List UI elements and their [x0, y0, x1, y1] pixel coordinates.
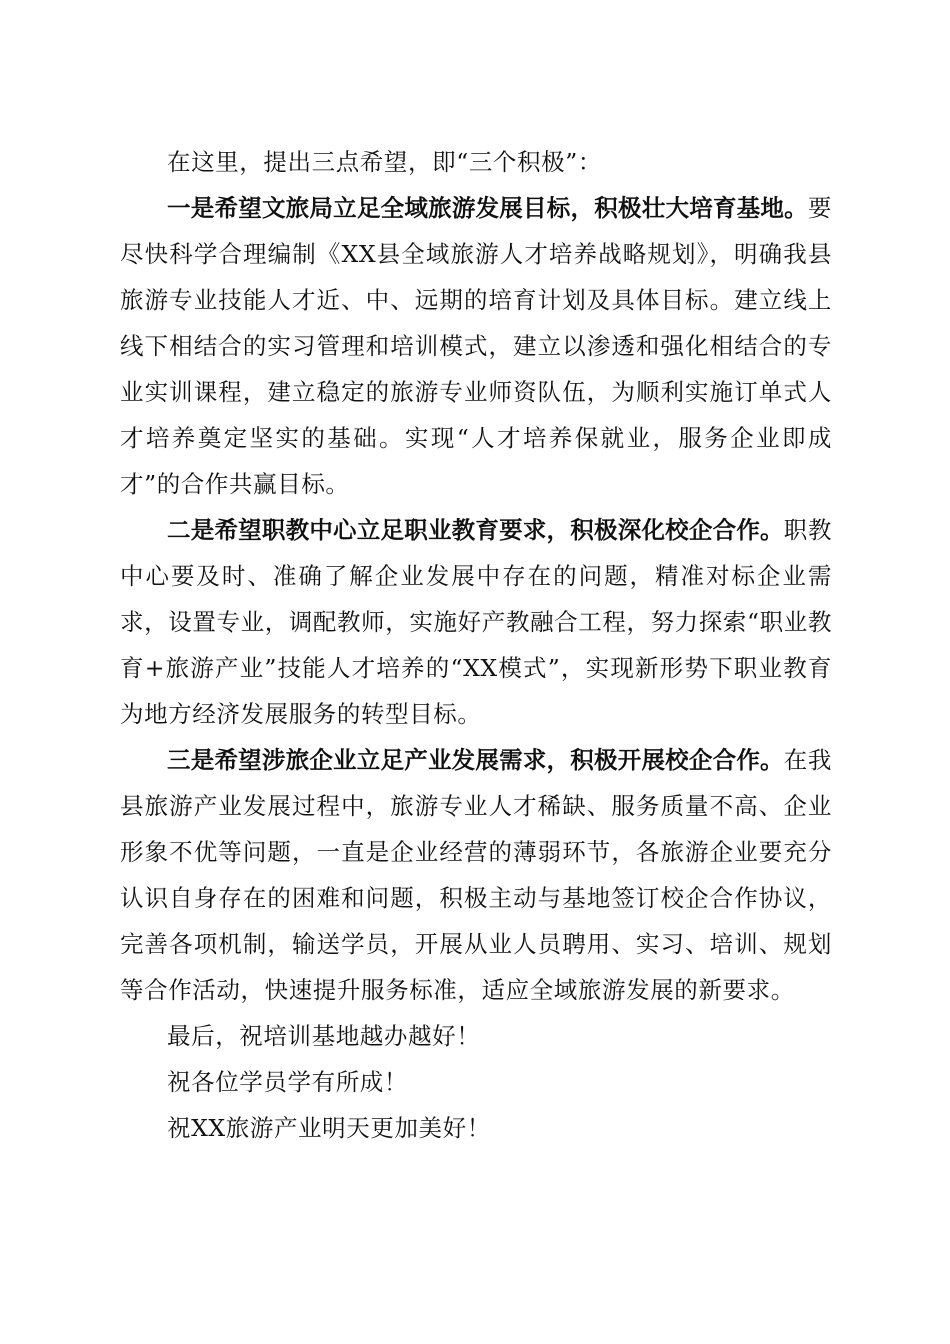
document-body	[120, 139, 832, 1151]
section-1-body: 要尽快科学合理编制《XX县全域旅游人才培养战略规划》，明确我县旅游专业技能人才近、中、远期的培育计划及具体目标。建立线上线下相结合的实习管理和培训模式，建立以渗透和强化相结合的专业实训课程，建立稳定的旅游专业师资队伍，为顺利实施订单式人才培养奠定坚实的基础。实现“人才培养保就业，服务企业即成才”的合作共赢目标。	[120, 194, 832, 498]
closing-line-3: 祝XX旅游产业明天更加美好！	[167, 1114, 491, 1142]
section-1-lead: 一是希望文旅局立足全域旅游发展目标，积极壮大培育基地。	[167, 194, 808, 222]
closing-line-2: 祝各位学员学有所成！	[167, 1068, 408, 1096]
section-2-body: 职教中心要及时、准确了解企业发展中存在的问题，精准对标企业需求，设置专业，调配教师，实施好产教融合工程，努力探索“职业教育+旅游产业”技能人才培养的“XX模式”，实现新形势下职业教育为地方经济发展服务的转型目标。	[120, 516, 833, 728]
section-2-lead: 二是希望职教中心立足职业教育要求，积极深化校企合作。	[167, 516, 784, 544]
intro-text: 在这里，提出三点希望，即“三个积极”：	[167, 148, 602, 176]
section-1-paragraph	[120, 185, 832, 507]
section-3-body: 在我县旅游产业发展过程中，旅游专业人才稀缺、服务质量不高、企业形象不优等问题，一直是企业经营的薄弱环节，各旅游企业要充分认识自身存在的困难和问题，积极主动与基地签订校企合作协议，完善各项机制，输送学员，开展从业人员聘用、实习、培训、规划等合作活动，快速提升服务标准，适应全域旅游发展的新要求。	[120, 746, 833, 1004]
intro-paragraph	[120, 139, 832, 185]
section-3-lead: 三是希望涉旅企业立足产业发展需求，积极开展校企合作。	[167, 746, 784, 774]
section-3-paragraph	[120, 737, 832, 1013]
section-2-paragraph	[120, 507, 832, 737]
closing-line-1: 最后，祝培训基地越办越好！	[167, 1022, 481, 1050]
